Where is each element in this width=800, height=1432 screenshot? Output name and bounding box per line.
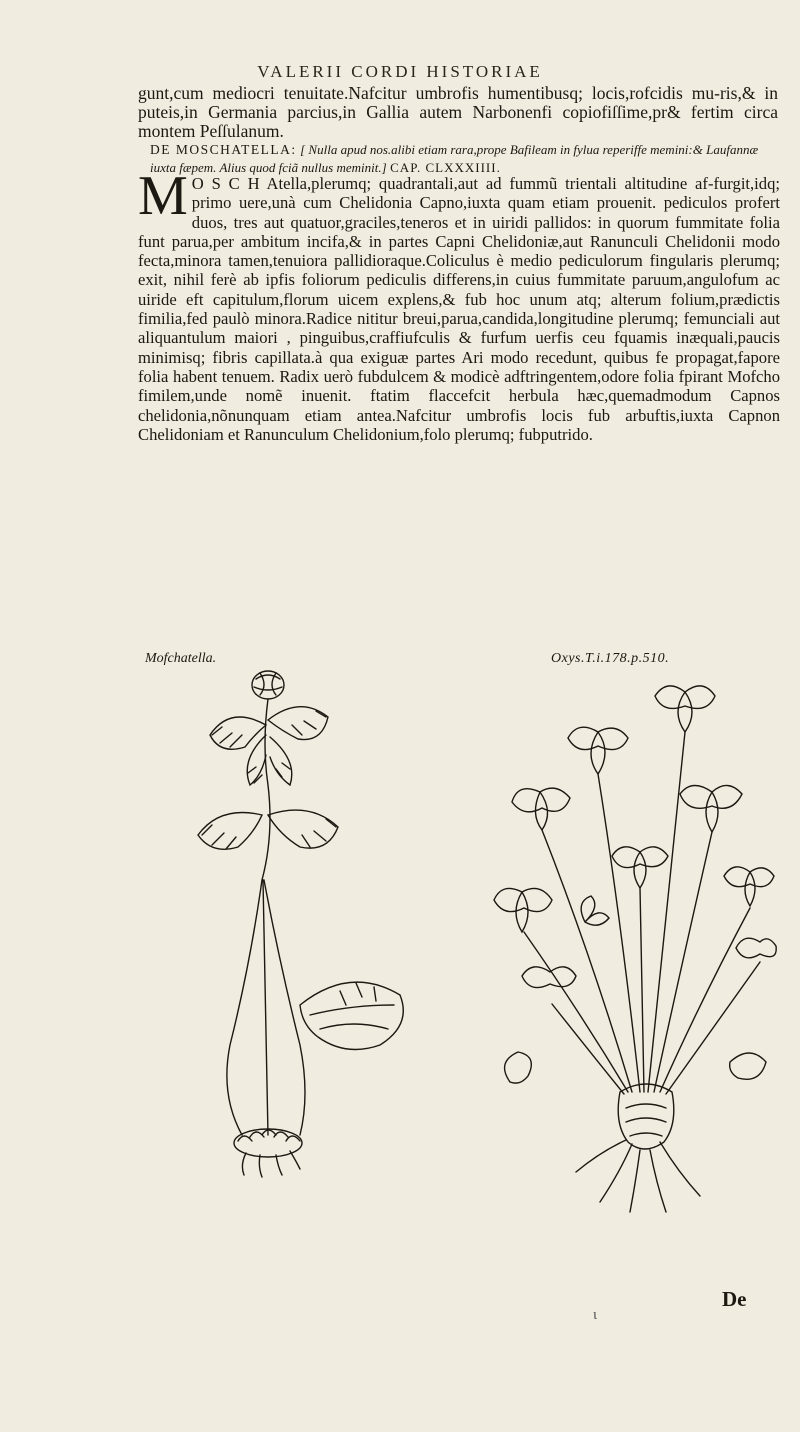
curled-leaf-left [505,1052,532,1083]
flower [581,896,609,925]
intro-paragraph [138,84,778,141]
upper-stem [262,699,270,880]
left-stem [227,880,262,1135]
leaf-stalks [524,732,760,1094]
center-stem [263,880,268,1135]
moschatella-illustration [150,665,430,1185]
chapter-heading [150,141,780,177]
root-bulb [234,1129,302,1177]
trefoil-leaves [494,686,776,988]
heading-title: DE MOSCHATELLA: [150,142,297,157]
running-head: VALERII CORDI HISTORIAE [257,62,543,81]
flower-head [252,671,284,699]
lower-leaf [300,982,403,1049]
drop-cap: M [138,165,188,227]
right-figure-label: Oxys.T.i.178.p.510. [551,651,670,666]
rootstock [576,1084,700,1212]
upper-leaves [210,707,328,785]
curled-leaf-right [730,1053,766,1079]
oxys-illustration [480,672,780,1232]
heading-note: [ Nulla apud nos.alibi etiam rara,prope Bafileam in fylua reperiffe memini:& Laufannæ iuxta fæpem. Alius quod fciã nullus meminit.] [150,142,759,175]
main-body-text: O S C H Atella,plerumq; quadrantali,aut ad fummũ trientali altitudine af-furgit,idq; primo uere,unà cum Chelidonia Capno,iuxta quam etiam prouenit. pediculos profert duos, tres aut quatuor,graciles,teneros et in uiridi pallidos: in quorum fummitate folia funt parua,per ambitum incifa,& in partes Capni Chelidoniæ,aut Ranunculi Chelidonii modo fecta,minora tamen,tenuiora pallidioraque.Coliculus è medio pediculorum fingularis plerumq; exit, nihil ferè ab ipfis foliorum pediculis differens,in cuius fummitate paruum,angulofum ac uiride eft capitulum,florum uicem explens,& fub hoc unum atq; alterum folium,prædictis fimilia,fed paulò minora.Radice nititur breui,parua,candida,longitudine plerumq; femunciali aut aliquantulum maiori , pinguibus,craffiufculis & furfum uerfis ceu fquamis inæquali,paucis minimisq; fibris capillata.à qua exiguæ partes Ari modo recedunt, quibus fe propagat,fapore folia habent tenuem. Radix uerò fubdulcem & modicè adftringentem,odore folia fpirant Mofcho fimilem,unde nomẽ inuenit. ftatim flaccefcit herbula hæc,quemadmodum Capnos chelidonia,nõnunquam etiam antea.Nafcitur umbrofis locis fub arbuftis,iuxta Capnon Chelidoniam et Ranunculum Chelidonium,folo plerumq; fubputrido. [138,174,780,444]
intro-text: gunt,cum mediocri tenuitate.Nafcitur umbrofis humentibusq; locis,rofcidis mu-ris,& in puteis,in Germania parcius,in Gallia autem Narbonenfi copiofiſſime,pr& fertim circa montem Peſſulanum. [138,83,778,141]
stray-mark: ι [593,1307,598,1323]
chapter-number: CAP. CLXXXIIII. [390,160,501,175]
left-figure-label: Mofchatella. [145,651,217,666]
right-stem [264,880,305,1135]
catchword: De [722,1287,747,1311]
